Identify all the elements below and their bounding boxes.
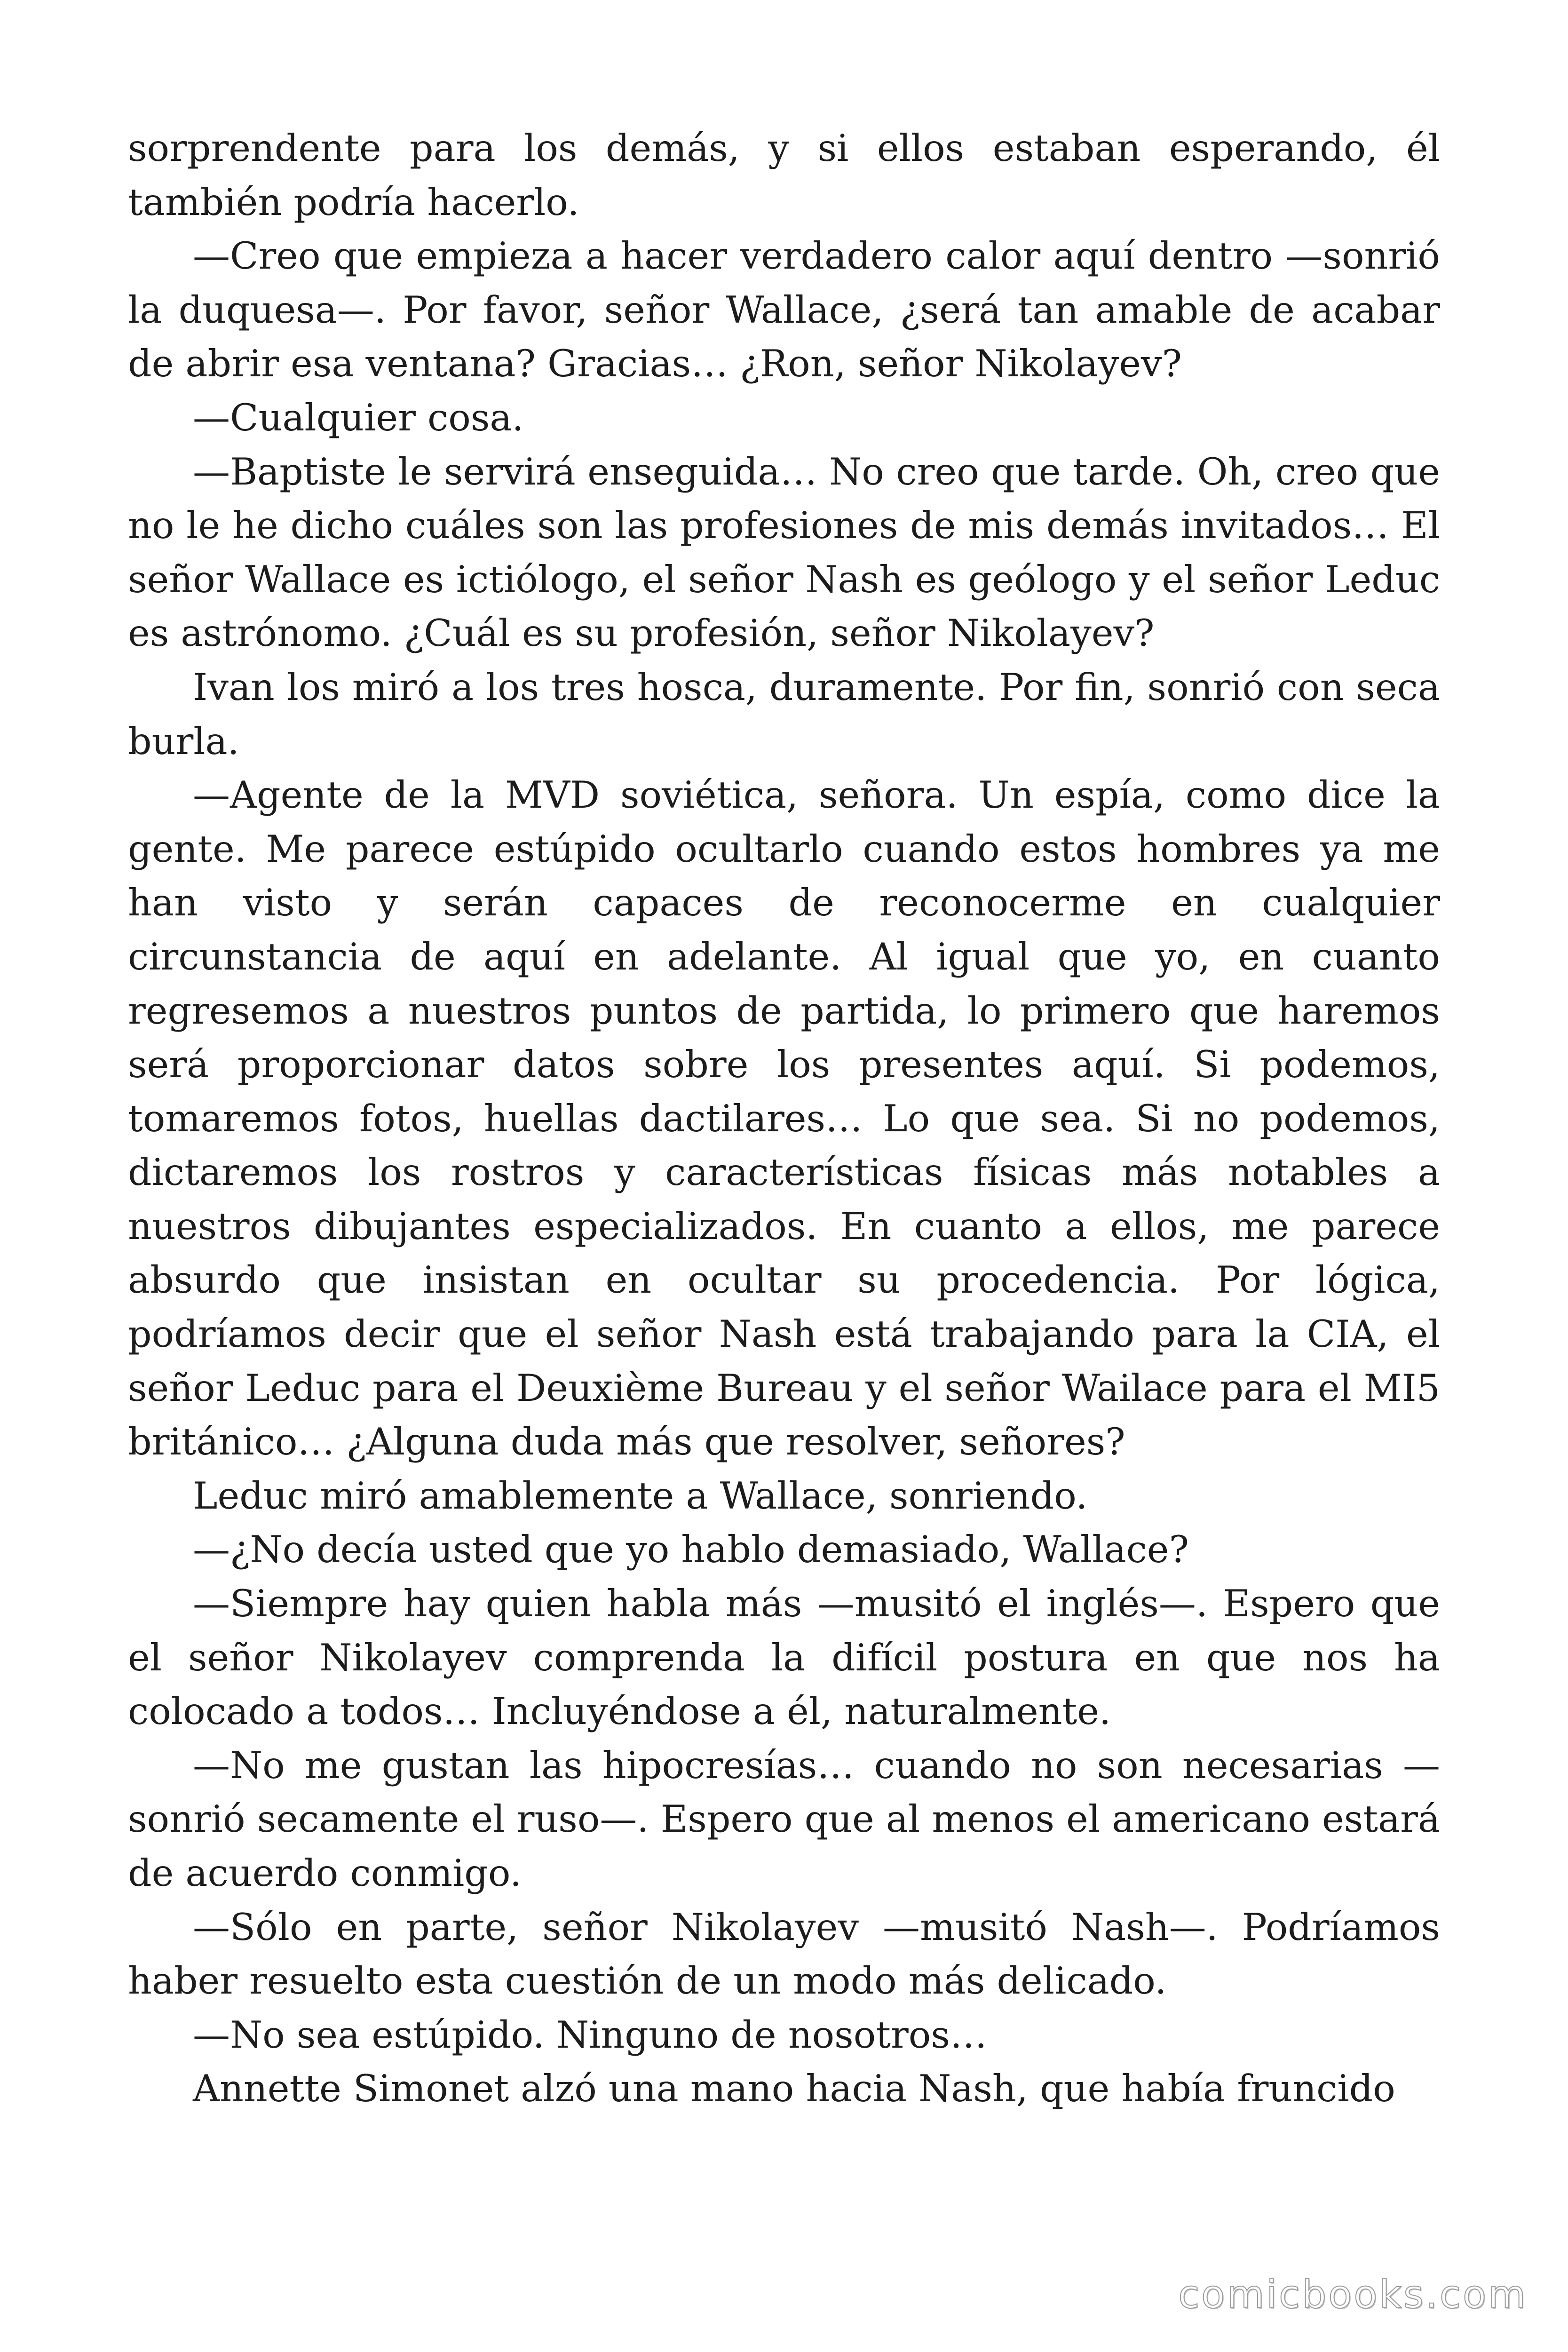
paragraph-10: —No me gustan las hipocresías… cuando no son necesarias —sonrió secamente el ruso—. Espero que al menos el americano estará de acuerdo conmigo. [128, 1743, 1440, 1895]
paragraph-11: —Sólo en parte, señor Nikolayev —musitó Nash—. Podríamos haber resuelto esta cuestión de un modo más delicado. [128, 1905, 1440, 2003]
paragraph-12: —No sea estúpido. Ninguno de nosotros… [193, 2013, 987, 2057]
paragraph-6: —Agente de la MVD soviética, señora. Un espía, como dice la gente. Me parece estúpido ocultarlo cuando estos hombres ya me han visto y serán capaces de reconocerme en cualquier circunstancia de aquí en adelante. Al igual que yo, en cuanto regresemos a nuestros puntos de partida, lo primero que haremos será proporcionar datos sobre los presentes aquí. Si podemos, tomaremos fotos, huellas dactilares… Lo que sea. Si no podemos, dictaremos los rostros y características físicas más notables a nuestros dibujantes especializados. En cuanto a ellos, me parece absurdo que insistan en ocultar su procedencia. Por lógica, podríamos decir que el señor Nash está trabajando para la CIA, el señor Leduc para el Deuxième Bureau y el señor Wailace para el MI5 británico… ¿Alguna duda más que resolver, señores? [128, 773, 1440, 1464]
paragraph-9: —Siempre hay quien habla más —musitó el inglés—. Espero que el señor Nikolayev comprenda la difícil postura en que nos ha colocado a todos… Incluyéndose a él, naturalmente. [128, 1582, 1440, 1733]
paragraph-5: Ivan los miró a los tres hosca, duramente. Por fin, sonrió con seca burla. [128, 665, 1440, 763]
paragraph-7: Leduc miró amablemente a Wallace, sonriendo. [193, 1474, 1088, 1518]
paragraph-1: sorprendente para los demás, y si ellos estaban esperando, él también podría hacerlo. [128, 127, 1440, 224]
watermark-logo: comicbooks.com [1178, 2273, 1528, 2317]
body-text [128, 121, 1440, 2116]
paragraph-4: —Baptiste le servirá enseguida… No creo que tarde. Oh, creo que no le he dicho cuáles son las profesiones de mis demás invitados… El señor Wallace es ictiólogo, el señor Nash es geólogo y el señor Leduc es astrónomo. ¿Cuál es su profesión, señor Nikolayev? [128, 450, 1440, 655]
paragraph-8: —¿No decía usted que yo hablo demasiado, Wallace? [193, 1528, 1189, 1572]
paragraph-13: Annette Simonet alzó una mano hacia Nash, que había fruncido [193, 2067, 1395, 2111]
paragraph-3: —Cualquier cosa. [193, 396, 524, 439]
paragraph-2: —Creo que empieza a hacer verdadero calor aquí dentro —sonrió la duquesa—. Por favor, señor Wallace, ¿será tan amable de acabar de abrir esa ventana? Gracias… ¿Ron, señor Nikolayev? [128, 234, 1440, 386]
